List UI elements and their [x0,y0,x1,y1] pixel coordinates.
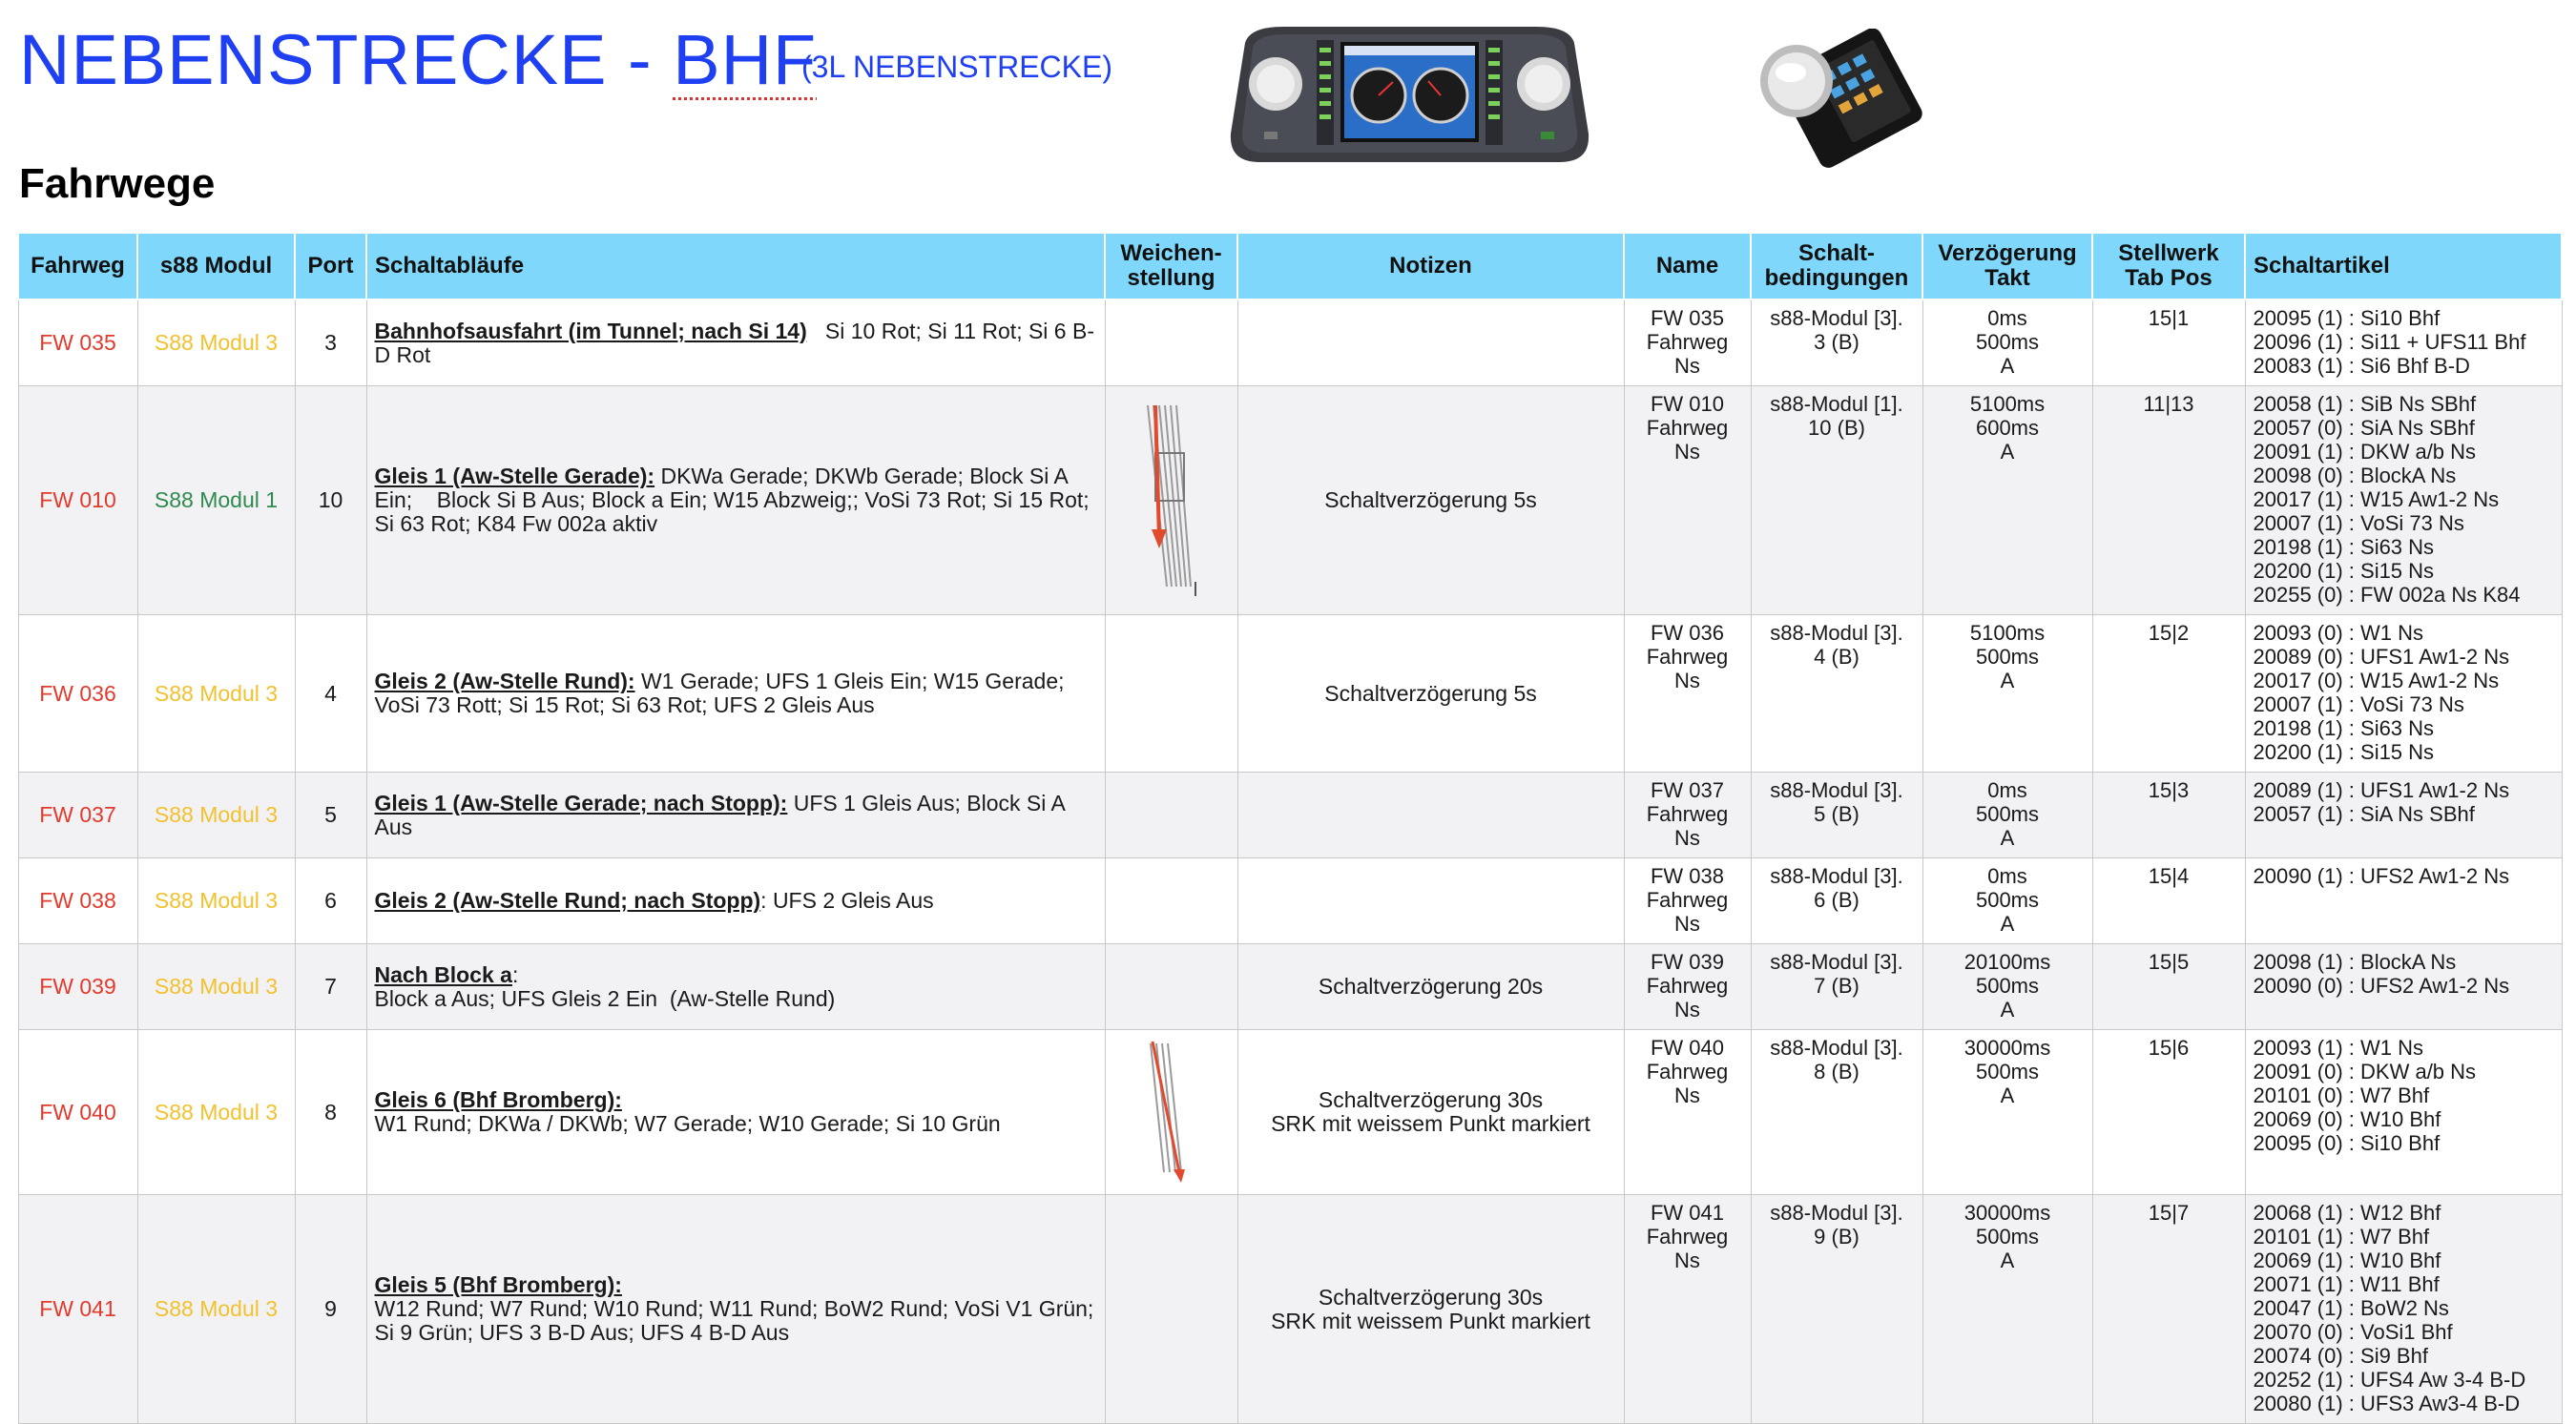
name-line: FW 039 [1650,950,1725,974]
takt-line: 0ms [1987,864,2027,888]
takt-line: A [2000,826,2015,850]
fahrweg-cell[interactable]: FW 037 [18,773,137,858]
schaltablauf-heading: Bahnhofsausfahrt (im Tunnel; nach Si 14) [374,318,807,343]
schaltartikel-line: 20093 (1) : W1 Ns [2253,1036,2424,1060]
notizen-cell [1237,858,1624,944]
notiz-line: Schaltverzögerung 5s [1324,487,1537,512]
notizen-cell [1237,615,1624,773]
takt-line: 500ms [1975,1225,2040,1249]
name-cell [1624,299,1751,386]
schaltartikel-line: 20007 (1) : VoSi 73 Ns [2253,511,2464,535]
takt-line: 500ms [1975,888,2040,912]
name-line: Ns [1674,998,1700,1022]
schaltablauf-heading: Nach Block a [374,961,512,987]
schaltartikel-line: 20095 (0) : Si10 Bhf [2253,1131,2441,1155]
notizen-cell [1237,386,1624,615]
name-line: FW 038 [1650,864,1725,888]
notiz-line: SRK mit weissem Punkt markiert [1271,1111,1590,1136]
notiz-line: Schaltverzögerung 5s [1324,680,1537,706]
stellwerk-tab-pos-cell: 15|7 [2092,1195,2245,1424]
verzoegerung-takt-cell [1922,944,2092,1030]
schaltartikel-line: 20101 (0) : W7 Bhf [2253,1083,2430,1107]
name-line: Ns [1674,354,1700,378]
col-header-name[interactable]: Name [1624,233,1751,299]
fahrweg-cell[interactable]: FW 035 [18,299,137,386]
table-row[interactable] [18,1030,2562,1195]
schaltartikel-cell [2245,773,2562,858]
schaltartikel-line: 20098 (1) : BlockA Ns [2253,950,2457,974]
takt-line: 500ms [1975,802,2040,826]
notizen-cell [1237,1195,1624,1424]
weichenstellung-cell [1105,1030,1237,1195]
schaltartikel-line: 20057 (1) : SiA Ns SBhf [2253,802,2475,826]
port-cell: 8 [295,1030,366,1195]
takt-line: 0ms [1987,306,2027,330]
port-cell: 7 [295,944,366,1030]
schaltartikel-line: 20070 (0) : VoSi1 Bhf [2253,1320,2453,1344]
stellwerk-tab-pos-cell: 15|6 [2092,1030,2245,1195]
name-line: Ns [1674,440,1700,464]
verzoegerung-takt-cell [1922,299,2092,386]
schaltbedingungen-cell [1751,773,1922,858]
name-cell [1624,944,1751,1030]
bedingung-line: s88-Modul [3]. [1770,864,1903,888]
bedingung-line: s88-Modul [1]. [1770,392,1903,416]
name-cell [1624,773,1751,858]
name-line: Fahrweg [1646,974,1729,998]
port-cell: 4 [295,615,366,773]
schaltbedingungen-cell [1751,615,1922,773]
name-line: Fahrweg [1646,1060,1729,1083]
fahrweg-cell[interactable]: FW 040 [18,1030,137,1195]
verzoegerung-takt-cell [1922,1030,2092,1195]
schaltartikel-line: 20071 (1) : W11 Bhf [2253,1272,2440,1296]
name-line: FW 035 [1650,306,1725,330]
bedingung-line: s88-Modul [3]. [1770,306,1903,330]
schaltartikel-line: 20058 (1) : SiB Ns SBhf [2253,392,2477,416]
col-header-schaltablaeufe[interactable]: Schaltabläufe [366,233,1105,299]
port-cell: 6 [295,858,366,944]
table-row[interactable] [18,299,2562,386]
notiz-line: Schaltverzögerung 30s [1318,1284,1544,1310]
name-line: Fahrweg [1646,416,1729,440]
mobile-station-image [1741,29,1946,172]
stellwerk-tab-pos-cell: 15|5 [2092,944,2245,1030]
takt-line: 600ms [1975,416,2040,440]
schaltablauf-text: UFS 1 Gleis Aus; Block Si A Aus [374,790,1070,839]
s88-modul-cell: S88 Modul 3 [137,858,295,944]
schaltartikel-cell [2245,386,2562,615]
schaltablauf-text: : [511,961,519,987]
schaltablauf-text: W12 Rund; W7 Rund; W10 Rund; W11 Rund; BoW2 Rund; VoSi V1 Grün; Si 9 Grün; UFS 3 B-D Aus; UFS 4 B-D Aus [374,1296,1179,1345]
verzoegerung-takt-cell [1922,615,2092,773]
track-layout-diagram [1129,396,1215,601]
track-layout-diagram [1143,1034,1200,1187]
name-line: Ns [1674,1083,1700,1107]
schaltartikel-line: 20095 (1) : Si10 Bhf [2253,306,2441,330]
notiz-line: Schaltverzögerung 30s [1318,1087,1544,1112]
bedingung-line: 5 (B) [1814,802,1859,826]
schaltbedingungen-cell [1751,944,1922,1030]
schaltartikel-line: 20057 (0) : SiA Ns SBhf [2253,416,2475,440]
stellwerk-tab-pos-cell: 11|13 [2092,386,2245,615]
name-cell [1624,858,1751,944]
schaltartikel-line: 20069 (1) : W10 Bhf [2253,1249,2441,1272]
bedingung-line: 10 (B) [1808,416,1865,440]
schaltartikel-line: 20017 (1) : W15 Aw1-2 Ns [2253,487,2500,511]
col-header-schaltartikel[interactable]: Schaltartikel [2245,233,2562,299]
port-cell: 3 [295,299,366,386]
name-line: FW 040 [1650,1036,1725,1060]
bedingung-line: s88-Modul [3]. [1770,1201,1903,1225]
schaltartikel-line: 20200 (1) : Si15 Ns [2253,559,2435,583]
schaltbedingungen-cell [1751,858,1922,944]
schaltartikel-cell [2245,858,2562,944]
name-line: Fahrweg [1646,330,1729,354]
takt-line: A [2000,1083,2015,1107]
schaltablauf-text: DKWa Gerade; DKWb Gerade; Block Si A Ein; Block Si B Aus; Block a Ein; W15 Abzweig;; VoSi 73 Rot; Si 15 Rot; Si 63 Rot; K84 Fw 002a aktiv [374,464,1096,536]
port-cell: 9 [295,1195,366,1424]
col-header-schaltbedingungen[interactable]: Schalt- bedingungen [1751,233,1922,299]
table-header-row [18,233,2562,299]
port-cell: 10 [295,386,366,615]
schaltartikel-line: 20090 (1) : UFS2 Aw1-2 Ns [2253,864,2510,888]
table-row[interactable] [18,944,2562,1030]
schaltartikel-line: 20090 (0) : UFS2 Aw1-2 Ns [2253,974,2510,998]
fahrweg-cell[interactable]: FW 041 [18,1195,137,1424]
name-line: Ns [1674,1249,1700,1272]
fahrweg-cell[interactable]: FW 036 [18,615,137,773]
port-cell: 5 [295,773,366,858]
s88-modul-cell: S88 Modul 3 [137,615,295,773]
fahrweg-cell[interactable]: FW 038 [18,858,137,944]
schaltablauf-heading: Gleis 6 (Bhf Bromberg): [374,1087,622,1112]
schaltablauf-cell [366,615,1180,773]
bedingung-line: s88-Modul [3]. [1770,1036,1903,1060]
takt-line: 500ms [1975,974,2040,998]
takt-line: A [2000,912,2015,936]
notizen-cell [1237,299,1624,386]
col-header-notizen[interactable]: Notizen [1237,233,1624,299]
stellwerk-tab-pos-cell: 15|1 [2092,299,2245,386]
schaltartikel-line: 20091 (1) : DKW a/b Ns [2253,440,2477,464]
routes-table [17,232,2563,1424]
s88-modul-cell: S88 Modul 3 [137,299,295,386]
stellwerk-tab-pos-cell: 15|2 [2092,615,2245,773]
notiz-line: Schaltverzögerung 20s [1318,974,1544,999]
s88-modul-cell: S88 Modul 3 [137,1030,295,1195]
schaltartikel-cell [2245,615,2562,773]
name-cell [1624,1030,1751,1195]
takt-line: 5100ms [1969,392,2046,416]
takt-line: 5100ms [1969,621,2046,645]
takt-line: A [2000,354,2015,378]
notizen-cell [1237,944,1624,1030]
title-bhf: BHF [673,20,818,99]
schaltartikel-line: 20198 (1) : Si63 Ns [2253,716,2435,740]
name-line: Ns [1674,826,1700,850]
notiz-line: SRK mit weissem Punkt markiert [1271,1308,1590,1333]
weichenstellung-cell [1105,773,1237,858]
name-line: Ns [1674,912,1700,936]
schaltablauf-cell [366,1195,1179,1424]
col-header-weichenstellung[interactable]: Weichen- stellung [1105,233,1237,299]
s88-modul-cell: S88 Modul 3 [137,1195,295,1424]
schaltartikel-cell [2245,1030,2562,1195]
command-station-image [1226,19,1593,167]
takt-line: A [2000,1249,2015,1272]
weichenstellung-cell [1105,386,1237,615]
schaltablauf-text: W1 Gerade; UFS 1 Gleis Ein; W15 Gerade; VoSi 73 Rott; Si 15 Rot; Si 63 Rot; UFS 2 Gleis Aus [374,669,1180,717]
fahrweg-cell[interactable]: FW 010 [18,386,137,615]
bedingung-line: 7 (B) [1814,974,1859,998]
col-header-fahrweg[interactable]: Fahrweg [18,233,137,299]
s88-modul-cell: S88 Modul 3 [137,944,295,1030]
name-line: Ns [1674,669,1700,692]
schaltartikel-line: 20069 (0) : W10 Bhf [2253,1107,2441,1131]
name-line: Fahrweg [1646,888,1729,912]
bedingung-line: 4 (B) [1814,645,1859,669]
schaltablauf-heading: Gleis 1 (Aw-Stelle Gerade): [374,464,655,488]
schaltablauf-cell [366,944,1105,1030]
schaltbedingungen-cell [1751,299,1922,386]
schaltartikel-line: 20255 (0) : FW 002a Ns K84 [2253,583,2521,607]
schaltartikel-cell [2245,1195,2562,1424]
schaltablauf-cell [366,386,1105,615]
schaltablauf-heading: Gleis 5 (Bhf Bromberg): [374,1272,622,1297]
bedingung-line: 3 (B) [1814,330,1859,354]
col-header-s88[interactable]: s88 Modul [137,233,295,299]
name-line: FW 037 [1650,778,1725,802]
schaltartikel-line: 20089 (0) : UFS1 Aw1-2 Ns [2253,645,2510,669]
schaltablauf-text: Si 10 Rot; Si 11 Rot; Si 6 B-D Rot [374,318,1094,367]
takt-line: A [2000,440,2015,464]
name-cell [1624,615,1751,773]
verzoegerung-takt-cell [1922,858,2092,944]
schaltablauf-cell [366,299,1105,386]
schaltablauf-heading: Gleis 2 (Aw-Stelle Rund): [374,669,635,693]
schaltartikel-line: 20252 (1) : UFS4 Aw 3-4 B-D [2253,1368,2526,1392]
takt-line: A [2000,669,2015,692]
table-row[interactable] [18,1195,2562,1424]
takt-line: 20100ms [1963,950,2051,974]
takt-line: 500ms [1975,330,2040,354]
title-text: NEBENSTRECKE - [19,20,674,99]
schaltbedingungen-cell [1751,1030,1922,1195]
bedingung-line: s88-Modul [3]. [1770,778,1903,802]
name-line: FW 036 [1650,621,1725,645]
schaltartikel-line: 20089 (1) : UFS1 Aw1-2 Ns [2253,778,2510,802]
takt-line: A [2000,998,2015,1022]
schaltablauf-cell [366,1030,1105,1195]
s88-modul-cell: S88 Modul 3 [137,773,295,858]
notizen-cell [1237,1030,1624,1195]
bedingung-line: s88-Modul [3]. [1770,950,1903,974]
schaltbedingungen-cell [1751,386,1922,615]
schaltartikel-line: 20198 (1) : Si63 Ns [2253,535,2435,559]
schaltbedingungen-cell [1751,1195,1922,1424]
schaltartikel-line: 20017 (0) : W15 Aw1-2 Ns [2253,669,2500,692]
bedingung-line: 8 (B) [1814,1060,1859,1083]
table-row[interactable] [18,858,2562,944]
name-line: Fahrweg [1646,1225,1729,1249]
schaltablauf-heading: Gleis 2 (Aw-Stelle Rund; nach Stopp) [374,888,761,913]
schaltablauf-cell [366,858,1105,944]
schaltartikel-line: 20068 (1) : W12 Bhf [2253,1201,2441,1225]
table-row[interactable] [18,773,2562,858]
schaltartikel-line: 20098 (0) : BlockA Ns [2253,464,2457,487]
s88-modul-cell: S88 Modul 1 [137,386,295,615]
schaltartikel-cell [2245,299,2562,386]
weichenstellung-cell [1105,944,1237,1030]
takt-line: 30000ms [1963,1036,2051,1060]
bedingung-line: 9 (B) [1814,1225,1859,1249]
verzoegerung-takt-cell [1922,773,2092,858]
col-header-verzoegerung[interactable]: Verzögerung Takt [1922,233,2092,299]
schaltartikel-line: 20007 (1) : VoSi 73 Ns [2253,692,2464,716]
schaltablauf-text: Block a Aus; UFS Gleis 2 Ein (Aw-Stelle Rund) [374,985,836,1011]
schaltartikel-line: 20096 (1) : Si11 + UFS11 Bhf [2253,330,2526,354]
takt-line: 500ms [1975,1060,2040,1083]
schaltartikel-line: 20074 (0) : Si9 Bhf [2253,1344,2428,1368]
takt-line: 500ms [1975,645,2040,669]
bedingung-line: 6 (B) [1814,888,1859,912]
table-row[interactable] [18,386,2562,615]
takt-line: 0ms [1987,778,2027,802]
schaltartikel-line: 20091 (0) : DKW a/b Ns [2253,1060,2477,1083]
name-cell [1624,386,1751,615]
schaltartikel-line: 20083 (1) : Si6 Bhf B-D [2253,354,2470,378]
schaltartikel-line: 20101 (1) : W7 Bhf [2253,1225,2430,1249]
page-subtitle: (3L NEBENSTRECKE) [801,50,1112,84]
name-line: Fahrweg [1646,645,1729,669]
name-line: FW 041 [1650,1201,1725,1225]
weichenstellung-cell [1105,615,1237,773]
table-row[interactable] [18,615,2562,773]
weichenstellung-cell [1105,299,1237,386]
name-cell [1624,1195,1751,1424]
col-header-stellwerk[interactable]: Stellwerk Tab Pos [2092,233,2245,299]
schaltablauf-heading: Gleis 1 (Aw-Stelle Gerade; nach Stopp): [374,790,788,815]
fahrweg-cell[interactable]: FW 039 [18,944,137,1030]
section-title: Fahrwege [19,160,216,207]
name-line: FW 010 [1650,392,1725,416]
notizen-cell [1237,773,1624,858]
weichenstellung-cell [1105,858,1237,944]
schaltablauf-cell [366,773,1105,858]
takt-line: 30000ms [1963,1201,2051,1225]
name-line: Fahrweg [1646,802,1729,826]
bedingung-line: s88-Modul [3]. [1770,621,1903,645]
schaltartikel-line: 20047 (1) : BoW2 Ns [2253,1296,2449,1320]
schaltartikel-line: 20200 (1) : Si15 Ns [2253,740,2435,764]
page-title [19,19,817,100]
stellwerk-tab-pos-cell: 15|4 [2092,858,2245,944]
verzoegerung-takt-cell [1922,1195,2092,1424]
verzoegerung-takt-cell [1922,386,2092,615]
col-header-port[interactable]: Port [295,233,366,299]
stellwerk-tab-pos-cell: 15|3 [2092,773,2245,858]
schaltablauf-text: : UFS 2 Gleis Aus [760,888,934,913]
schaltartikel-line: 20093 (0) : W1 Ns [2253,621,2424,645]
schaltartikel-cell [2245,944,2562,1030]
schaltartikel-line: 20080 (1) : UFS3 Aw3-4 B-D [2253,1392,2521,1415]
schaltablauf-text: W1 Rund; DKWa / DKWb; W7 Gerade; W10 Gerade; Si 10 Grün [374,1111,1001,1136]
